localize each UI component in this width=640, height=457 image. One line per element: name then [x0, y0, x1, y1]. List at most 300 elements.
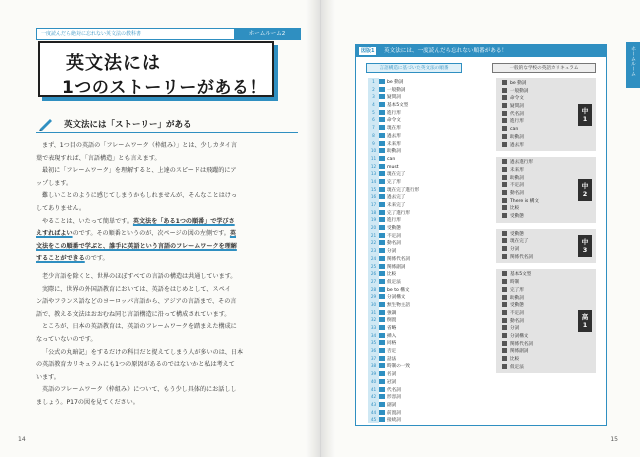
curriculum-item: [502, 88, 596, 96]
body-text-segment: なっていないのです。: [36, 335, 97, 343]
checkbox-square-icon: [379, 117, 385, 122]
grade-label-char: 高: [581, 313, 589, 322]
story-item-label: 完了進行形: [387, 210, 410, 216]
story-item-label: 倒置: [387, 318, 397, 324]
story-item: [368, 178, 419, 186]
bullet-square-icon: [502, 213, 507, 218]
story-item-label: 分詞: [387, 249, 397, 255]
page-number-left: 14: [18, 436, 26, 443]
story-item: [368, 132, 419, 140]
body-line: [36, 359, 298, 372]
story-item: [368, 409, 419, 417]
checkbox-square-icon: [379, 379, 385, 384]
checkbox-square-icon: [379, 148, 385, 153]
story-item-label: 疑問詞: [387, 95, 401, 101]
story-item: [368, 332, 419, 340]
checkbox-square-icon: [379, 317, 385, 322]
body-text-segment: まず、1つ目の英語の「フレームワーク（枠組み）」とは、少しカタイ言: [42, 142, 237, 149]
grade-label: [578, 179, 592, 201]
body-line: [36, 165, 298, 178]
checkbox-square-icon: [379, 133, 385, 138]
checkbox-square-icon: [379, 202, 385, 207]
bullet-square-icon: [502, 333, 507, 338]
bullet-square-icon: [502, 348, 507, 353]
bullet-square-icon: [502, 246, 507, 251]
story-item-number: 13: [370, 171, 377, 177]
curriculum-group: [496, 157, 596, 223]
curriculum-item-label: 関係代名詞: [510, 341, 533, 347]
curriculum-item-label: 過去形: [510, 142, 524, 148]
story-item-label: 仮定法: [387, 279, 401, 285]
checkbox-square-icon: [379, 164, 385, 169]
story-item: [368, 224, 419, 232]
bullet-square-icon: [502, 356, 507, 361]
story-item-label: 一般動詞: [387, 87, 406, 93]
body-text-segment: 老少言語を除くと、世界のほぼすべての言語の構造は共通しています。: [42, 272, 237, 280]
body-line: [36, 347, 298, 360]
bullet-square-icon: [502, 190, 507, 195]
checkbox-square-icon: [379, 394, 385, 399]
body-line: [36, 203, 298, 216]
checkbox-square-icon: [379, 410, 385, 415]
curriculum-item-label: can: [510, 127, 519, 133]
side-tab-label: ホームルーム: [630, 46, 636, 76]
curriculum-item: [502, 167, 596, 175]
curriculum-item-label: be 動詞: [510, 81, 527, 86]
bullet-square-icon: [502, 310, 507, 315]
curriculum-item: [502, 80, 596, 88]
bullet-square-icon: [502, 126, 507, 131]
story-item-label: 関係副詞: [387, 264, 406, 270]
story-item-number: 7: [372, 125, 375, 131]
checkbox-square-icon: [379, 248, 385, 253]
curriculum-item-label: 助動詞: [510, 175, 524, 181]
body-line: [36, 334, 298, 347]
gutter-shadow-right: [321, 0, 335, 457]
body-line: [36, 397, 298, 410]
story-item-number: 12: [370, 163, 377, 169]
curriculum-item: [502, 356, 596, 364]
checkbox-square-icon: [379, 171, 385, 176]
grade-label-char: 中: [581, 181, 589, 190]
gutter-shadow-left: [306, 0, 320, 457]
checkbox-square-icon: [379, 94, 385, 99]
bullet-square-icon: [502, 205, 507, 210]
body-line: [36, 321, 298, 334]
curriculum-item: [502, 279, 596, 287]
body-text-segment: のです。: [84, 255, 109, 263]
story-item-label: 時制の一致: [387, 364, 410, 370]
story-item-number: 16: [370, 194, 377, 200]
body-line: [36, 309, 298, 322]
body-line: [36, 228, 298, 241]
story-item: [368, 309, 419, 317]
bullet-square-icon: [502, 88, 507, 93]
checkbox-square-icon: [379, 279, 385, 284]
curriculum-item-label: 不定詞: [510, 183, 524, 189]
figure-caption: 英文法には、一度読んだら忘れない順番がある！: [384, 48, 508, 54]
bullet-square-icon: [502, 182, 507, 187]
highlighted-text: 英文法を「ある1つの順番」で学びさ: [132, 217, 235, 225]
body-text-segment: 英語のフレームワーク（枠組み）について、もう少し具体的にお話しし: [42, 386, 237, 394]
story-item-number: 44: [370, 409, 377, 415]
story-item-label: 現在完了進行形: [387, 187, 420, 193]
story-item-label: 助動詞: [387, 149, 401, 155]
story-item: [368, 170, 419, 178]
bullet-square-icon: [502, 134, 507, 139]
story-item: [368, 101, 419, 109]
bullet-square-icon: [502, 95, 507, 100]
story-order-list: [368, 78, 464, 423]
curriculum-item-label: 助動詞: [510, 134, 524, 140]
checkbox-square-icon: [379, 187, 385, 192]
story-item: [368, 393, 419, 401]
checkbox-square-icon: [379, 387, 385, 392]
story-item-label: 過去形: [387, 133, 401, 139]
bullet-square-icon: [502, 198, 507, 203]
chapter-title-line1: 英文法には: [66, 53, 161, 74]
checkbox-square-icon: [379, 110, 385, 115]
section-heading-text: 英文法には「ストーリー」がある: [64, 120, 192, 130]
story-item-number: 41: [370, 386, 377, 392]
bullet-square-icon: [502, 118, 507, 123]
story-item-number: 17: [370, 202, 377, 207]
curriculum-item-label: 代名詞: [510, 111, 524, 117]
story-item-number: 34: [370, 332, 377, 338]
checkbox-square-icon: [379, 210, 385, 215]
story-item-label: 不定詞: [387, 233, 401, 239]
story-item-number: 3: [372, 94, 375, 100]
body-line: [36, 271, 298, 284]
curriculum-item-label: 時制: [510, 280, 520, 286]
story-item-label: be 動詞: [387, 80, 404, 85]
story-item: [368, 216, 419, 224]
bullet-square-icon: [502, 142, 507, 147]
checkbox-square-icon: [379, 79, 385, 84]
bullet-square-icon: [502, 80, 507, 85]
checkbox-square-icon: [379, 179, 385, 184]
curriculum-item-label: 現在完了: [510, 239, 529, 245]
highlighted-text: えすればよい: [36, 230, 73, 238]
checkbox-square-icon: [379, 87, 385, 92]
bullet-square-icon: [502, 295, 507, 300]
story-item-number: 38: [370, 363, 377, 369]
bullet-square-icon: [502, 271, 507, 276]
grade-label: [578, 310, 592, 332]
story-item: [368, 163, 419, 171]
body-text-segment: 語で、教える文法はおおむね同じ言語構造に沿って構成されています。: [36, 310, 231, 318]
curriculum-group: [496, 78, 596, 151]
curriculum-item-label: There is 構文: [510, 198, 539, 204]
story-item-label: 冠詞: [387, 379, 397, 385]
highlighted-text: 英: [229, 230, 236, 238]
curriculum-group: [496, 269, 596, 373]
story-item-number: 33: [370, 325, 377, 330]
body-text-segment: してありません。: [36, 204, 86, 212]
story-item-label: 強調: [387, 310, 397, 316]
story-item: [368, 316, 419, 324]
figure-panel: [355, 44, 607, 426]
body-line: [36, 216, 298, 229]
story-item-number: 42: [370, 394, 377, 400]
grade-label-char: 1: [582, 114, 588, 123]
story-item-label: 動名詞: [387, 241, 401, 247]
story-item: [368, 263, 419, 271]
story-item: [368, 209, 419, 217]
grade-label: [578, 235, 592, 257]
curriculum-item-label: 動名詞: [510, 318, 524, 324]
curriculum-item-label: 完了形: [510, 287, 524, 293]
body-text-segment: のです。その順番というのが、次ページの図の左側です。: [72, 230, 230, 238]
body-text-segment: ップします。: [36, 179, 73, 187]
body-line: [36, 253, 298, 266]
story-item: [368, 416, 419, 424]
curriculum-item-label: 分詞: [510, 247, 520, 253]
bullet-square-icon: [502, 238, 507, 243]
story-item: [368, 140, 419, 148]
bullet-square-icon: [502, 103, 507, 108]
curriculum-item: [502, 95, 596, 103]
story-item-number: 32: [370, 317, 377, 323]
story-item-number: 36: [370, 348, 377, 354]
story-item-label: 無生物主語: [387, 302, 410, 308]
curriculum-item-label: 一般動詞: [510, 88, 529, 94]
story-item-number: 6: [372, 117, 375, 123]
checkbox-square-icon: [379, 333, 385, 338]
checkbox-square-icon: [379, 363, 385, 368]
story-item-number: 37: [370, 355, 377, 361]
story-item-label: 話法: [387, 356, 397, 362]
story-item-number: 2: [372, 86, 375, 92]
curriculum-group: [496, 229, 596, 264]
story-item-label: 現在形: [387, 126, 401, 132]
story-item-number: 19: [370, 217, 377, 223]
section-rule: [36, 132, 298, 133]
story-item-number: 18: [370, 209, 377, 215]
story-item: [368, 193, 419, 201]
highlighted-text: 文法をこの順番で学ぶと、誰手に英語という言語のフレームワークを理解: [36, 242, 237, 250]
story-item-label: be to 構文: [387, 287, 410, 293]
checkbox-square-icon: [379, 340, 385, 345]
story-item-number: 23: [370, 248, 377, 254]
story-item-label: 代名詞: [387, 387, 401, 393]
checkbox-square-icon: [379, 102, 385, 107]
curriculum-item-label: 進行形: [510, 119, 524, 125]
story-item-number: 30: [370, 301, 377, 307]
body-line: [36, 140, 298, 153]
story-item-number: 8: [372, 132, 375, 138]
curriculum-item-label: 命令文: [510, 96, 524, 102]
series-title: 一度読んだら絶対に忘れない英文法の教科書: [41, 31, 142, 37]
body-line: [36, 284, 298, 297]
story-item: [368, 109, 419, 117]
curriculum-item: [502, 159, 596, 167]
story-item-label: 形容詞: [387, 395, 401, 401]
bullet-square-icon: [502, 167, 507, 172]
bullet-square-icon: [502, 231, 507, 236]
curriculum-item-label: 動名詞: [510, 190, 524, 196]
checkbox-square-icon: [379, 348, 385, 353]
curriculum-item: [502, 126, 596, 134]
story-item-number: 45: [370, 417, 377, 423]
curriculum-item-label: 分詞構文: [510, 333, 529, 339]
story-item: [368, 147, 419, 155]
curriculum-item-label: 関係副詞: [510, 349, 529, 355]
body-line: [36, 372, 298, 385]
story-item-label: 未来形: [387, 141, 401, 147]
body-line: [36, 153, 298, 166]
story-item-label: 進行形: [387, 110, 401, 116]
curriculum-item-label: 比較: [510, 206, 520, 212]
checkbox-square-icon: [379, 217, 385, 222]
story-item-label: 名詞: [387, 372, 397, 378]
story-item-number: 27: [370, 278, 377, 284]
body-text-segment: ン語やフランス語などのヨーロッパ言語から、アジアの言語まで、その言: [36, 298, 237, 306]
pen-icon: [38, 117, 54, 131]
curriculum-item-label: 仮定法: [510, 364, 524, 370]
story-item: [368, 201, 419, 209]
story-item-number: 21: [370, 232, 377, 238]
body-text-segment: やることは、いたって簡単です。: [42, 217, 133, 225]
curriculum-column-header: 一般的な学校の英語カリキュラム: [492, 63, 596, 73]
checkbox-square-icon: [379, 356, 385, 361]
story-item-number: 5: [372, 109, 375, 115]
checkbox-square-icon: [379, 417, 385, 422]
story-item: [368, 124, 419, 132]
story-item: [368, 362, 419, 370]
story-item: [368, 93, 419, 101]
highlighted-text: することができる: [36, 255, 85, 263]
curriculum-list: [496, 78, 596, 379]
checkbox-square-icon: [379, 125, 385, 130]
story-item-number: 26: [370, 271, 377, 277]
story-item-number: 29: [370, 294, 377, 300]
bullet-square-icon: [502, 159, 507, 164]
curriculum-item: [502, 271, 596, 279]
bullet-square-icon: [502, 318, 507, 323]
story-item: [368, 386, 419, 394]
story-item-label: 基本5文型: [387, 103, 409, 109]
story-item-number: 9: [372, 140, 375, 146]
bullet-square-icon: [502, 279, 507, 284]
story-item-label: 省略: [387, 326, 397, 331]
story-item: [368, 293, 419, 301]
story-rows: [368, 78, 419, 424]
story-item: [368, 247, 419, 255]
curriculum-item: [502, 287, 596, 295]
grade-label-char: 中: [581, 238, 589, 247]
story-item-label: 接続詞: [387, 418, 401, 424]
curriculum-item: [502, 213, 596, 221]
story-item-number: 28: [370, 286, 377, 292]
right-page: [320, 0, 640, 457]
story-item-label: 過去完了: [387, 195, 406, 201]
story-item-label: 完了形: [387, 179, 401, 185]
grade-label-char: 1: [582, 321, 588, 330]
chapter-title-box: [38, 41, 274, 97]
body-text-segment: 難しいことのように感じてしまうかもしれませんが、そんなことはけっ: [42, 192, 237, 200]
story-item-label: 命令文: [387, 118, 401, 124]
story-item-label: can: [387, 156, 396, 162]
curriculum-item-label: 比較: [510, 357, 520, 362]
curriculum-item: [502, 295, 596, 303]
grade-label-char: 2: [582, 189, 588, 198]
story-item-number: 14: [370, 178, 377, 184]
curriculum-item-label: 未来形: [510, 167, 524, 173]
curriculum-item: [502, 341, 596, 349]
checkbox-square-icon: [379, 233, 385, 238]
body-line: [36, 178, 298, 191]
story-item: [368, 339, 419, 347]
figure-header: [356, 45, 606, 57]
story-item: [368, 78, 419, 86]
curriculum-item: [502, 142, 596, 150]
curriculum-item-label: 関係代名詞: [510, 254, 533, 260]
story-item: [368, 347, 419, 355]
story-item: [368, 370, 419, 378]
body-text-segment: 最初に「フレームワーク」を理解すると、上達のスピードは飛躍的にア: [42, 167, 237, 175]
curriculum-item-label: 過去進行形: [510, 160, 533, 166]
bullet-square-icon: [502, 175, 507, 180]
curriculum-item-label: 基本5文型: [510, 272, 532, 278]
checkbox-square-icon: [379, 141, 385, 146]
story-item-label: must: [387, 164, 399, 170]
body-text-segment: の英語教育カリキュラムにも1つの原因があるのではないかと私は考えて: [36, 361, 235, 369]
story-item-label: 関係代名詞: [387, 256, 410, 262]
bullet-square-icon: [502, 254, 507, 259]
story-item-number: 22: [370, 240, 377, 246]
story-item-label: 比較: [387, 272, 397, 278]
curriculum-item-label: 分詞: [510, 326, 520, 332]
bullet-square-icon: [502, 341, 507, 346]
curriculum-item: [502, 348, 596, 356]
checkbox-square-icon: [379, 264, 385, 269]
story-column-header: 言語構造に基づいた英文法の順番: [366, 63, 462, 73]
story-item: [368, 255, 419, 263]
curriculum-item: [502, 134, 596, 142]
story-item-label: 同格: [387, 341, 397, 347]
chapter-title-line2: 1つのストーリーがある！: [62, 78, 267, 98]
checkbox-square-icon: [379, 240, 385, 245]
body-text: [36, 140, 298, 409]
story-item-number: 25: [370, 263, 377, 269]
story-item-number: 4: [372, 102, 375, 108]
story-item: [368, 301, 419, 309]
body-text-segment: ましょう。P17の図を見てください。: [36, 398, 139, 406]
curriculum-item-label: 疑問詞: [510, 104, 524, 110]
story-item: [368, 286, 419, 294]
curriculum-item: [502, 333, 596, 341]
story-item-label: 分詞構文: [387, 295, 406, 301]
checkbox-square-icon: [379, 325, 385, 330]
story-item-label: 挿入: [387, 333, 397, 339]
curriculum-item-label: 受動態: [510, 303, 524, 309]
grade-label-char: 中: [581, 106, 589, 115]
section-heading: [36, 116, 296, 132]
story-item-number: 31: [370, 309, 377, 315]
story-item-label: 否定: [387, 349, 397, 355]
story-item-label: 前置詞: [387, 410, 401, 416]
bullet-square-icon: [502, 364, 507, 369]
bullet-square-icon: [502, 111, 507, 116]
curriculum-item: [502, 205, 596, 213]
curriculum-item: [502, 302, 596, 310]
story-item: [368, 270, 419, 278]
grade-label: [578, 104, 592, 126]
curriculum-item-label: 助動詞: [510, 295, 524, 301]
curriculum-item-label: 受動態: [510, 231, 524, 237]
story-item-number: 11: [370, 155, 377, 161]
